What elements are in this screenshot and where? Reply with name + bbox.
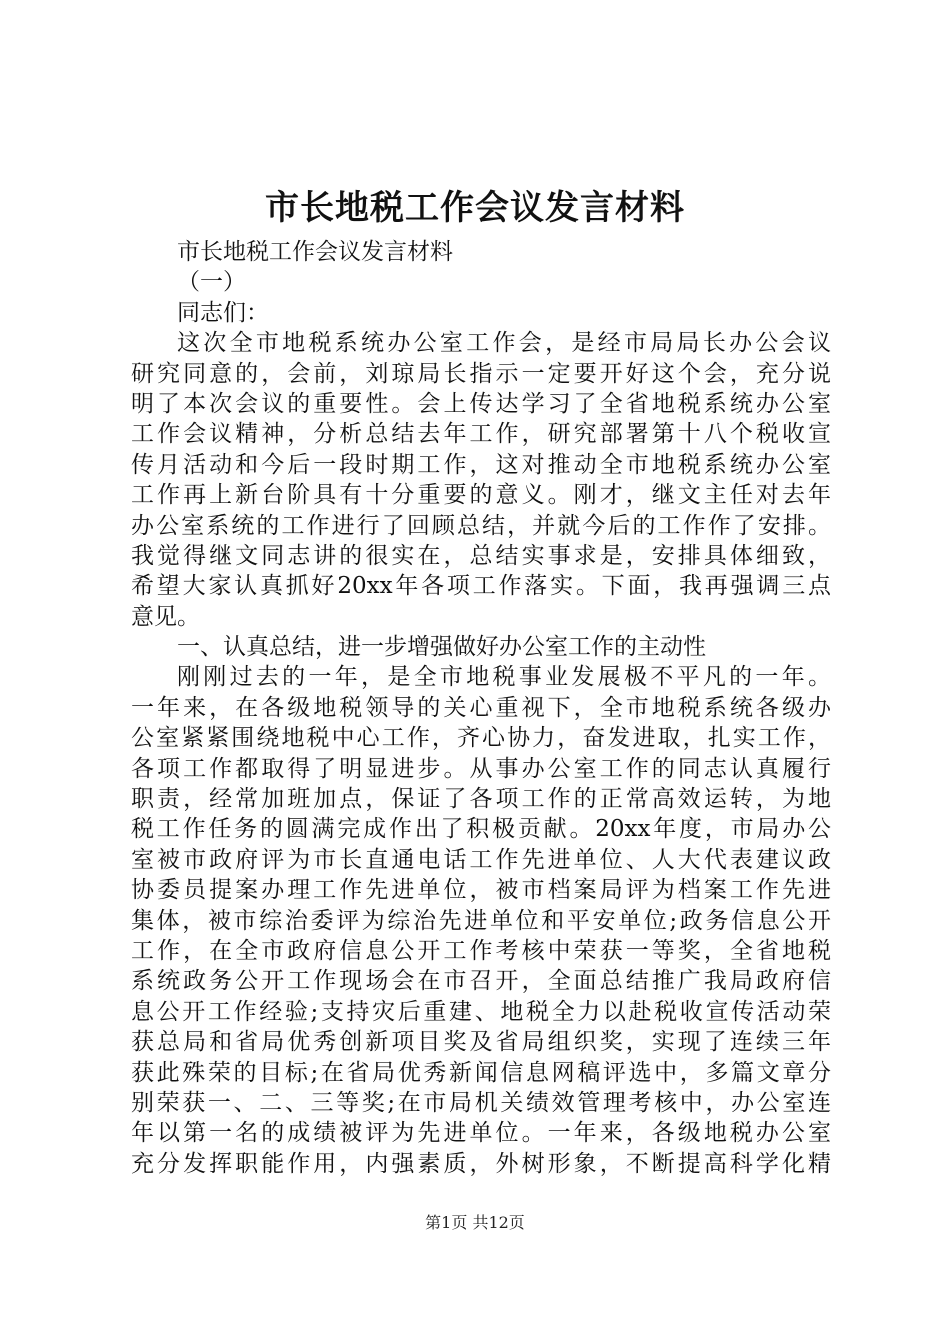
document-body: [131, 237, 831, 1179]
body-line: 税工作任务的圆满完成作出了积极贡献。20xx年度，市局办公: [131, 816, 831, 843]
body-line: 市长地税工作会议发言材料: [177, 239, 453, 265]
body-line: （一）: [177, 269, 246, 296]
body-line: 集体，被市综治委评为综治先进单位和平安单位;政务信息公开: [131, 907, 831, 934]
body-line: 职责，经常加班加点，保证了各项工作的正常高效运转，为地: [131, 786, 831, 813]
body-line: 明了本次会议的重要性。会上传达学习了全省地税系统办公室: [131, 390, 831, 417]
body-line: 一年来，在各级地税领导的关心重视下，全市地税系统各级办: [131, 694, 831, 721]
body-line: 充分发挥职能作用，内强素质，外树形象，不断提高科学化精: [131, 1150, 831, 1177]
body-line: 刚刚过去的一年，是全市地税事业发展极不平凡的一年。: [177, 664, 831, 691]
body-line: 工作再上新台阶具有十分重要的意义。刚才，继文主任对去年: [131, 482, 831, 509]
body-line: 获此殊荣的目标;在省局优秀新闻信息网稿评选中，多篇文章分: [131, 1059, 831, 1086]
body-line: 息公开工作经验;支持灾后重建、地税全力以赴税收宣传活动荣: [131, 998, 831, 1025]
body-line: 意见。: [131, 603, 200, 630]
body-line: 我觉得继文同志讲的很实在，总结实事求是，安排具体细致，: [131, 542, 831, 569]
body-line: 系统政务公开工作现场会在市召开，全面总结推广我局政府信: [131, 968, 831, 995]
body-line: 研究同意的，会前，刘琼局长指示一定要开好这个会，充分说: [131, 360, 831, 387]
body-line: 室被市政府评为市长直通电话工作先进单位、人大代表建议政: [131, 846, 831, 873]
body-line: 别荣获一、二、三等奖;在市局机关绩效管理考核中，办公室连: [131, 1089, 831, 1116]
body-line: 年以第一名的成绩被评为先进单位。一年来，各级地税办公室: [131, 1120, 831, 1147]
body-line: 公室紧紧围绕地税中心工作，齐心协力，奋发进取，扎实工作，: [131, 725, 831, 752]
document-title: 市长地税工作会议发言材料: [265, 188, 685, 228]
body-line: 这次全市地税系统办公室工作会，是经市局局长办公会议: [177, 330, 831, 357]
body-line: 工作会议精神，分析总结去年工作，研究部署第十八个税收宣: [131, 421, 831, 448]
body-line: 获总局和省局优秀创新项目奖及省局组织奖，实现了连续三年: [131, 1029, 831, 1056]
body-line: 协委员提案办理工作先进单位，被市档案局评为档案工作先进: [131, 877, 831, 904]
body-line: 希望大家认真抓好20xx年各项工作落实。下面，我再强调三点: [131, 573, 831, 600]
body-line: 一、认真总结，进一步增强做好办公室工作的主动性: [177, 634, 706, 661]
page-footer: 第1页 共12页: [425, 1213, 525, 1232]
body-line: 办公室系统的工作进行了回顾总结，并就今后的工作作了安排。: [131, 512, 831, 539]
body-line: 传月活动和今后一段时期工作，这对推动全市地税系统办公室: [131, 451, 831, 478]
body-line: 同志们：: [177, 299, 269, 326]
body-line: 各项工作都取得了明显进步。从事办公室工作的同志认真履行: [131, 755, 831, 782]
body-line: 工作，在全市政府信息公开工作考核中荣获一等奖，全省地税: [131, 937, 831, 964]
